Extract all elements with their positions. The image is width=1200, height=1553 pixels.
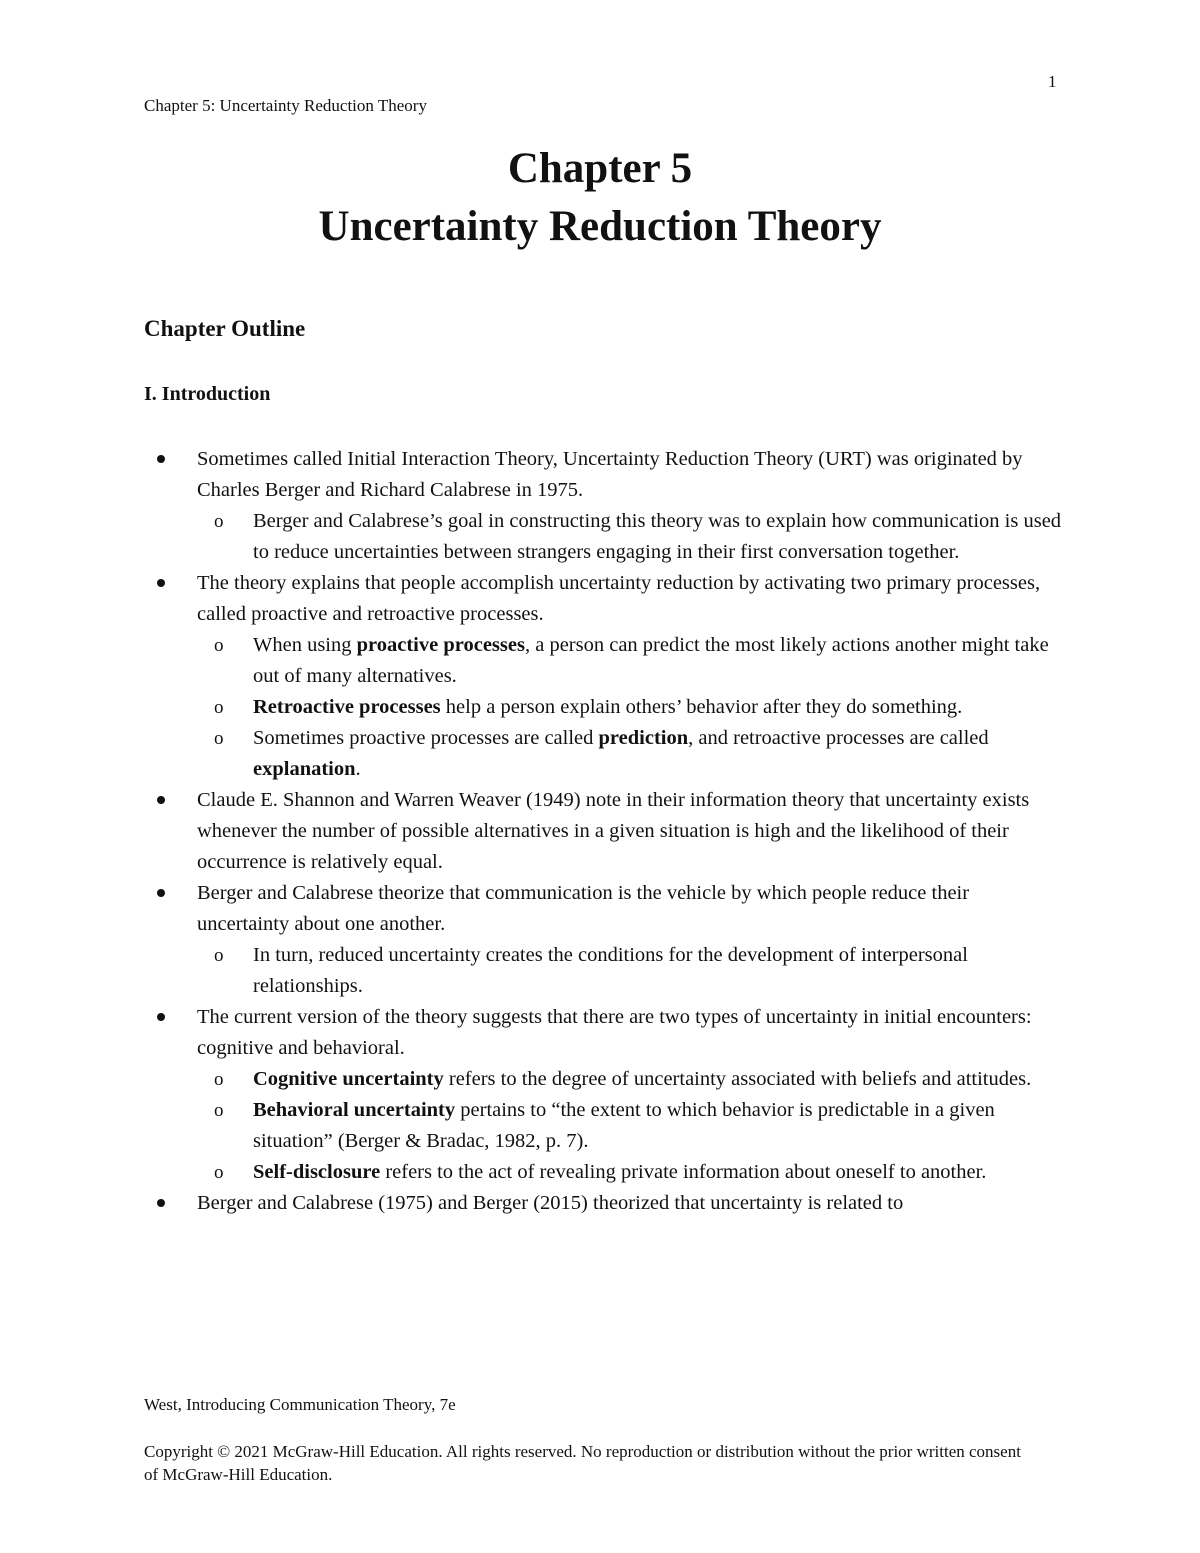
item-text: pertains to “the extent to which behavior is predictable in a given situation” (Berger & Bradac, 1982, p. 7). [253,1099,995,1152]
bullet-icon [157,444,165,475]
term-behavioral-uncertainty: Behavioral uncertainty [253,1099,456,1121]
sub-bullet-icon: o [214,511,224,532]
item-text: . [355,758,361,780]
sub-list-item [0,940,1063,1002]
sub-list-item [0,1157,1063,1188]
title-block [0,140,1200,256]
term-prediction: prediction [598,727,689,749]
item-text: Claude E. Shannon and Warren Weaver (1949) note in their information theory that uncertainty exists whenever the number of possible alternatives in a given situation is high and the likelihood of their occurrence is relatively equal. [197,789,1030,873]
list-item [0,444,1062,506]
item-text: refers to the degree of uncertainty associated with beliefs and attitudes. [443,1068,1032,1090]
term-self-disclosure: Self-disclosure [253,1161,381,1183]
item-text: Berger and Calabrese’s goal in constructing this theory was to explain how communication is used to reduce uncertainties between strangers engaging in their first conversation together. [253,510,1062,563]
list-item [0,1188,1062,1219]
item-text: When using [253,634,357,656]
sub-bullet-icon: o [214,1162,224,1183]
sub-list-item [0,723,1063,785]
outline-list [0,444,1200,1219]
outline-heading: Chapter Outline [144,316,306,341]
item-text: help a person explain others’ behavior after they do something. [440,696,963,718]
item-text: The current version of the theory suggests that there are two types of uncertainty in initial encounters: cognitive and behavioral. [197,1006,1032,1059]
sub-bullet-icon: o [214,1069,224,1090]
item-text: Berger and Calabrese theorize that communication is the vehicle by which people reduce their uncertainty about one another. [197,882,970,935]
list-item [0,568,1062,630]
list-item [0,785,1062,878]
item-text: Berger and Calabrese (1975) and Berger (2015) theorized that uncertainty is related to [197,1192,904,1214]
sub-bullet-icon: o [214,697,224,718]
item-text: Sometimes proactive processes are called [253,727,599,749]
footer-book-title: West, Introducing Communication Theory, 7e [144,1395,456,1414]
list-item [0,1002,1062,1064]
chapter-number: Chapter 5 [507,145,693,192]
sub-list-item [0,1095,1063,1157]
sub-list-item [0,506,1063,568]
sub-list-item [0,630,1063,692]
sub-bullet-icon: o [214,1100,224,1121]
sub-list-item [0,692,1063,723]
footer-copyright: Copyright © 2021 McGraw-Hill Education. All rights reserved. No reproduction or distribution without the prior written consent of McGraw-Hill Education. [144,1442,1021,1484]
item-text: refers to the act of revealing private information about oneself to another. [380,1161,987,1183]
sub-list-item [0,1064,1063,1095]
item-text: The theory explains that people accomplish uncertainty reduction by activating two primary processes, called proactive and retroactive processes. [197,572,1041,625]
sub-bullet-icon: o [214,945,224,966]
term-retroactive-processes: Retroactive processes [253,696,441,718]
bullet-icon [157,1188,165,1219]
bullet-icon [157,785,165,816]
bullet-icon [157,568,165,599]
list-item [0,878,1062,940]
term-cognitive-uncertainty: Cognitive uncertainty [253,1068,444,1090]
item-text: , a person can predict the most likely actions another might take out of many alternatives. [253,634,1049,687]
bullet-icon [157,1002,165,1033]
term-explanation: explanation [253,758,356,780]
running-header: Chapter 5: Uncertainty Reduction Theory [144,96,427,115]
item-text: Sometimes called Initial Interaction Theory, Uncertainty Reduction Theory (URT) was originated by Charles Berger and Richard Calabrese in 1975. [197,448,1023,501]
sub-bullet-icon: o [214,635,224,656]
bullet-icon [157,878,165,909]
page-number: 1 [1048,72,1057,91]
sub-bullet-icon: o [214,728,224,749]
item-text: In turn, reduced uncertainty creates the conditions for the development of interpersonal relationships. [253,944,968,997]
chapter-title: Uncertainty Reduction Theory [318,203,882,250]
term-proactive-processes: proactive processes [356,634,525,656]
item-text: , and retroactive processes are called [688,727,989,749]
section-heading: I. Introduction [144,383,271,405]
